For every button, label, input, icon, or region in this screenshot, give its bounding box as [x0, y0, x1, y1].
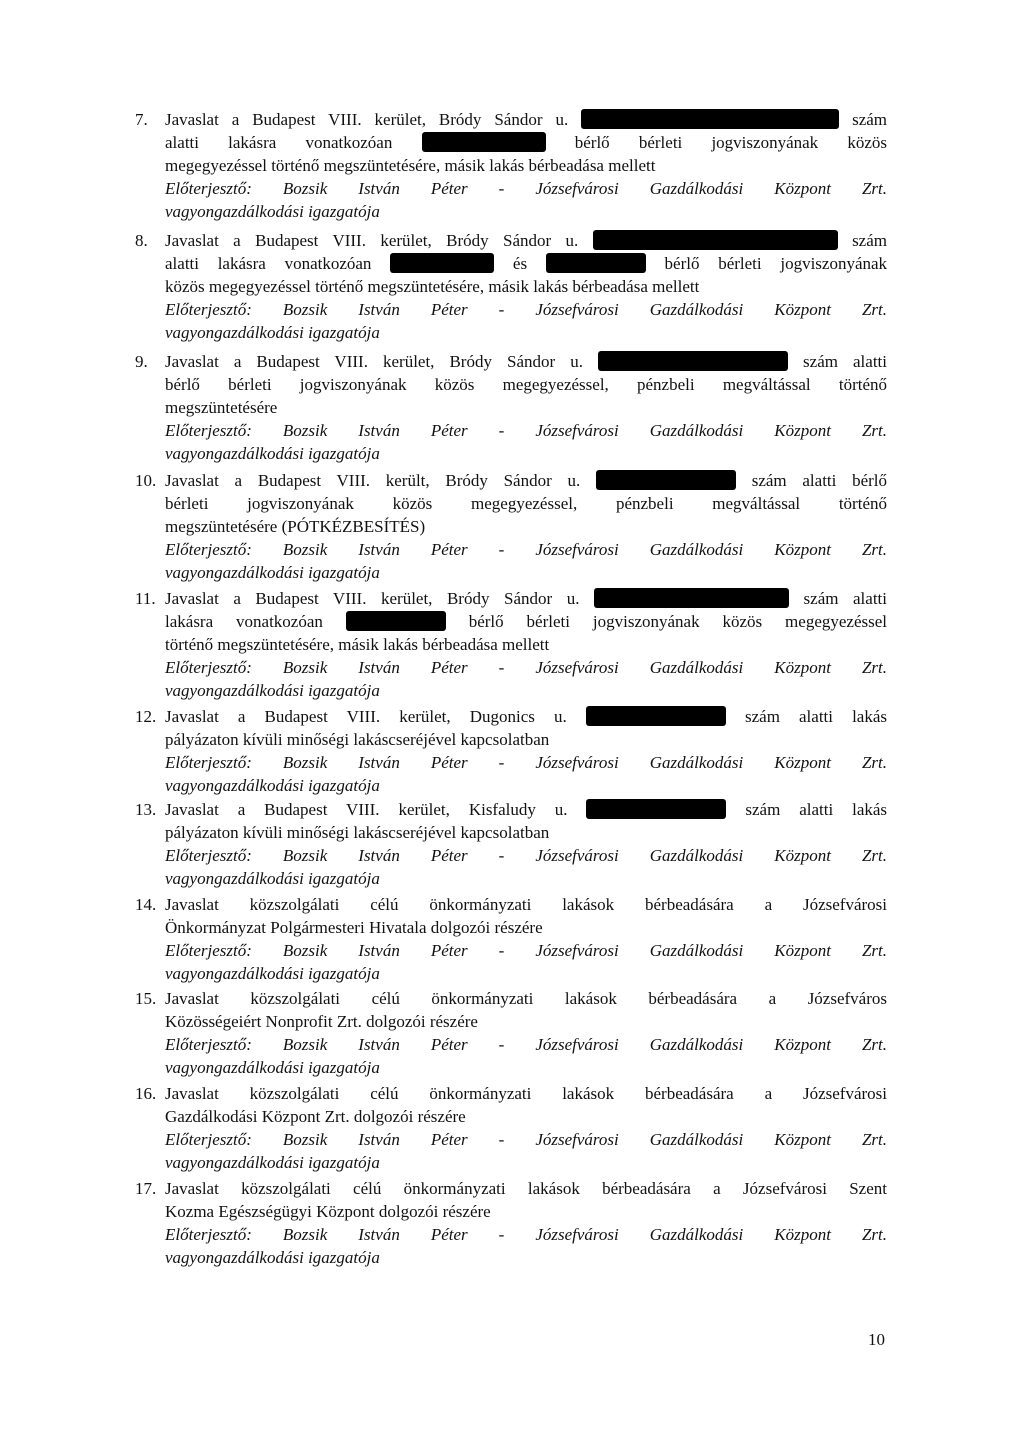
agenda-item-13	[135, 798, 887, 890]
agenda-item-9	[135, 350, 887, 465]
presenter-title: vagyongazdálkodási igazgatója	[165, 563, 380, 582]
presenter-line: Előterjesztő: Bozsik István Péter - Józsefvárosi Gazdálkodási Központ Zrt.	[165, 1130, 887, 1149]
item-number: 12.	[135, 707, 157, 726]
item-title-line: közös megegyezéssel történő megszüntetésére, másik lakás bérbeadása mellett	[165, 277, 700, 296]
item-title-line: lakásra vonatkozóan bérlő bérleti jogviszonyának közös megegyezéssel	[165, 612, 887, 631]
presenter-title: vagyongazdálkodási igazgatója	[165, 776, 380, 795]
presenter-title: vagyongazdálkodási igazgatója	[165, 869, 380, 888]
presenter-title: vagyongazdálkodási igazgatója	[165, 1248, 380, 1267]
item-title-line: Javaslat a Budapest VIII. kerület, Bródy Sándor u. szám	[165, 231, 887, 250]
agenda-item-7	[135, 108, 887, 223]
item-title-line: Javaslat a Budapest VIII. kerület, Bródy Sándor u. szám alatti	[165, 352, 887, 371]
presenter-title: vagyongazdálkodási igazgatója	[165, 1058, 380, 1077]
agenda-item-14	[135, 893, 887, 985]
item-title-line: Javaslat közszolgálati célú önkormányzati lakások bérbeadására a Józsefvárosi Szent	[165, 1179, 887, 1198]
presenter-title: vagyongazdálkodási igazgatója	[165, 202, 380, 221]
presenter-line: Előterjesztő: Bozsik István Péter - Józsefvárosi Gazdálkodási Központ Zrt.	[165, 1035, 887, 1054]
presenter-line: Előterjesztő: Bozsik István Péter - Józsefvárosi Gazdálkodási Központ Zrt.	[165, 1225, 887, 1244]
item-number: 17.	[135, 1179, 157, 1198]
agenda-item-16	[135, 1082, 887, 1174]
redaction-block	[598, 351, 788, 371]
agenda-item-12	[135, 705, 887, 797]
redaction-block	[346, 611, 446, 631]
item-title-line: bérlő bérleti jogviszonyának közös megegyezéssel, pénzbeli megváltással történő	[165, 375, 887, 394]
agenda-item-15	[135, 987, 887, 1079]
presenter-line: Előterjesztő: Bozsik István Péter - Józsefvárosi Gazdálkodási Központ Zrt.	[165, 658, 887, 677]
item-number: 10.	[135, 471, 157, 490]
redaction-block	[596, 470, 736, 490]
presenter-title: vagyongazdálkodási igazgatója	[165, 323, 380, 342]
presenter-title: vagyongazdálkodási igazgatója	[165, 1153, 380, 1172]
item-title-line: Gazdálkodási Központ Zrt. dolgozói részére	[165, 1107, 466, 1126]
item-title-line: bérleti jogviszonyának közös megegyezéssel, pénzbeli megváltással történő	[165, 494, 887, 513]
item-title-line: Kozma Egészségügyi Központ dolgozói részére	[165, 1202, 491, 1221]
item-title-line: Javaslat a Budapest VIII. került, Bródy Sándor u. szám alatti bérlő	[165, 471, 888, 490]
page-number: 10	[868, 1330, 885, 1349]
item-number: 14.	[135, 895, 157, 914]
item-title-line: megszüntetésére	[165, 398, 278, 417]
item-title-line: megszüntetésére (PÓTKÉZBESÍTÉS)	[165, 517, 426, 536]
agenda-item-11	[135, 587, 887, 702]
item-number: 11.	[135, 589, 156, 608]
item-number: 16.	[135, 1084, 157, 1103]
presenter-title: vagyongazdálkodási igazgatója	[165, 681, 380, 700]
item-number: 7.	[135, 110, 148, 129]
item-title-line: Javaslat a Budapest VIII. kerület, Dugonics u. szám alatti lakás	[165, 707, 888, 726]
item-title-line: Javaslat közszolgálati célú önkormányzati lakások bérbeadására a Józsefvárosi	[165, 895, 887, 914]
presenter-line: Előterjesztő: Bozsik István Péter - Józsefvárosi Gazdálkodási Központ Zrt.	[165, 421, 887, 440]
item-title-line: Javaslat közszolgálati célú önkormányzati lakások bérbeadására a Józsefvárosi	[165, 1084, 887, 1103]
redaction-block	[593, 230, 838, 250]
agenda-item-8	[135, 229, 887, 344]
presenter-title: vagyongazdálkodási igazgatója	[165, 964, 380, 983]
item-title-line: történő megszüntetésére, másik lakás bérbeadása mellett	[165, 635, 550, 654]
redaction-block	[546, 253, 646, 273]
presenter-line: Előterjesztő: Bozsik István Péter - Józsefvárosi Gazdálkodási Központ Zrt.	[165, 753, 887, 772]
presenter-line: Előterjesztő: Bozsik István Péter - Józsefvárosi Gazdálkodási Központ Zrt.	[165, 540, 887, 559]
redaction-block	[422, 132, 546, 152]
agenda-item-10	[135, 469, 887, 584]
redaction-block	[390, 253, 494, 273]
item-title-line: Javaslat a Budapest VIII. kerület, Kisfaludy u. szám alatti lakás	[165, 800, 888, 819]
item-title-line: pályázaton kívüli minőségi lakáscseréjével kapcsolatban	[165, 823, 550, 842]
redaction-block	[581, 109, 839, 129]
item-number: 13.	[135, 800, 157, 819]
item-title-line: Javaslat a Budapest VIII. kerület, Bródy Sándor u. szám alatti	[165, 589, 887, 608]
redaction-block	[594, 588, 789, 608]
item-number: 9.	[135, 352, 148, 371]
redaction-block	[586, 706, 726, 726]
presenter-line: Előterjesztő: Bozsik István Péter - Józsefvárosi Gazdálkodási Központ Zrt.	[165, 846, 887, 865]
item-number: 8.	[135, 231, 148, 250]
presenter-line: Előterjesztő: Bozsik István Péter - Józsefvárosi Gazdálkodási Központ Zrt.	[165, 300, 887, 319]
presenter-line: Előterjesztő: Bozsik István Péter - Józsefvárosi Gazdálkodási Központ Zrt.	[165, 179, 887, 198]
item-title-line: alatti lakásra vonatkozóan bérlő bérleti jogviszonyának közös	[165, 133, 888, 152]
item-title-line: Önkormányzat Polgármesteri Hivatala dolgozói részére	[165, 918, 543, 937]
item-title-line: alatti lakásra vonatkozóan és bérlő bérleti jogviszonyának	[165, 254, 888, 273]
agenda-item-17	[135, 1177, 887, 1269]
presenter-title: vagyongazdálkodási igazgatója	[165, 444, 380, 463]
item-title-line: Közösségeiért Nonprofit Zrt. dolgozói részére	[165, 1012, 478, 1031]
item-title-line: Javaslat a Budapest VIII. kerület, Bródy Sándor u. szám	[165, 110, 888, 129]
presenter-line: Előterjesztő: Bozsik István Péter - Józsefvárosi Gazdálkodási Központ Zrt.	[165, 941, 887, 960]
item-title-line: Javaslat közszolgálati célú önkormányzati lakások bérbeadására a Józsefváros	[165, 989, 887, 1008]
item-title-line: megegyezéssel történő megszüntetésére, másik lakás bérbeadása mellett	[165, 156, 656, 175]
item-number: 15.	[135, 989, 157, 1008]
redaction-block	[586, 799, 726, 819]
item-title-line: pályázaton kívüli minőségi lakáscseréjével kapcsolatban	[165, 730, 550, 749]
